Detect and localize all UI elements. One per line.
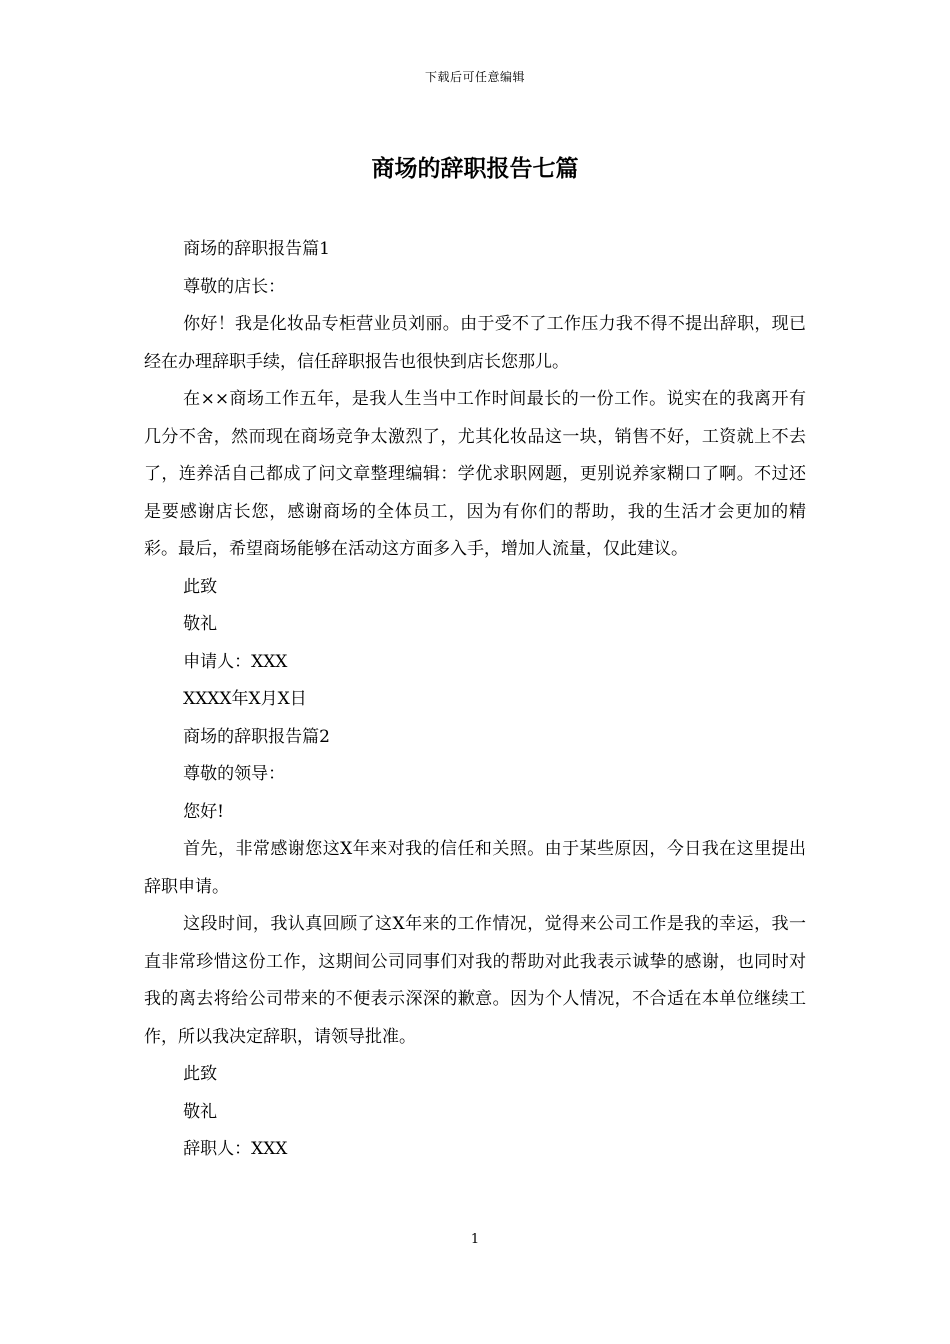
- date-line: XXXX年X月X日: [183, 689, 307, 709]
- section-heading-1: 商场的辞职报告篇1: [183, 239, 330, 259]
- body-paragraph: 在××商场工作五年，是我人生当中工作时间最长的一份工作。说实在的我离开有几分不舍，然而现在商场竞争太激烈了，尤其化妆品这一块，销售不好，工资就上不去了，连养活自己都成了问文章整理编辑：学优求职网题，更别说养家糊口了啊。不过还是要感谢店长您，感谢商场的全体员工，因为有你们的帮助，我的生活才会更加的精彩。最后，希望商场能够在活动这方面多入手，增加人流量，仅此建议。: [144, 389, 806, 559]
- signature-line: 申请人：XXX: [183, 651, 288, 672]
- closing-line: 敬礼: [183, 614, 218, 634]
- closing-line: 此致: [183, 576, 218, 597]
- salutation-2: 尊敬的领导：: [183, 764, 286, 784]
- document-body: [144, 231, 806, 1169]
- signature-line: 辞职人：XXX: [183, 1139, 288, 1159]
- header-note: 下载后可任意编辑: [424, 70, 525, 84]
- document-title: 商场的辞职报告七篇: [371, 155, 579, 182]
- body-paragraph: 这段时间，我认真回顾了这X年来的工作情况，觉得来公司工作是我的幸运，我一直非常珍惜这份工作，这期间公司同事们对我的帮助对此我表示诚挚的感谢，也同时对我的离去将给公司带来的不便表示深深的歉意。因为个人情况，不合适在本单位继续工作，所以我决定辞职，请领导批准。: [144, 914, 806, 1047]
- salutation-1: 尊敬的店长：: [183, 276, 286, 297]
- section-heading-2: 商场的辞职报告篇2: [183, 726, 330, 747]
- page-number: 1: [470, 1232, 480, 1247]
- closing-line: 此致: [183, 1064, 218, 1084]
- greeting-line: 您好!: [183, 801, 224, 822]
- body-paragraph: 你好！我是化妆品专柜营业员刘丽。由于受不了工作压力我不得不提出辞职，现已经在办理辞职手续，信任辞职报告也很快到店长您那儿。: [144, 314, 806, 372]
- body-paragraph: 首先，非常感谢您这X年来对我的信任和关照。由于某些原因，今日我在这里提出辞职申请。: [144, 839, 806, 897]
- closing-line: 敬礼: [183, 1101, 218, 1122]
